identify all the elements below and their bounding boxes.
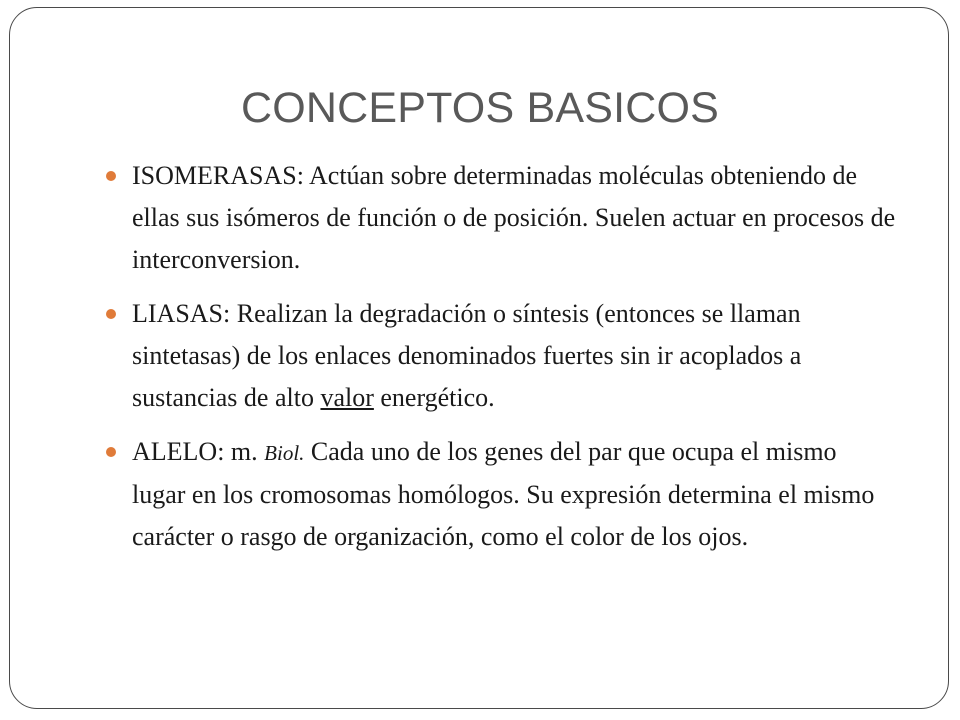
bullet-list bbox=[106, 155, 896, 570]
abbreviation-biol: Biol. bbox=[264, 441, 305, 465]
bullet-text: ISOMERASAS: Actúan sobre determinadas moléculas obteniendo de ellas sus isómeros de función o de posición. Suelen actuar en procesos de interconversion. bbox=[132, 161, 896, 274]
bullet-text-start: ALELO: m. bbox=[132, 437, 265, 466]
slide-title: CONCEPTOS BASICOS bbox=[240, 84, 720, 132]
bullet-dot-icon bbox=[106, 309, 116, 319]
bullet-dot-icon bbox=[106, 447, 116, 457]
bullet-text-start: LIASAS: Realizan la degradación o síntesis (entonces se llaman sintetasas) de los enlaces denominados fuertes sin ir acoplados a sustancias de alto bbox=[132, 299, 802, 412]
bullet-isomerasas bbox=[106, 155, 896, 281]
bullet-liasas bbox=[106, 293, 896, 419]
bullet-alelo bbox=[106, 431, 896, 558]
underlined-word: valor bbox=[320, 383, 374, 412]
bullet-text-end: energético. bbox=[373, 383, 495, 412]
bullet-dot-icon bbox=[106, 171, 116, 181]
bullet-text-end: Cada uno de los genes del par que ocupa el mismo lugar en los cromosomas homólogos. Su expresión determina el mismo carácter o rasgo de organización, como el color de los ojos. bbox=[132, 437, 875, 551]
